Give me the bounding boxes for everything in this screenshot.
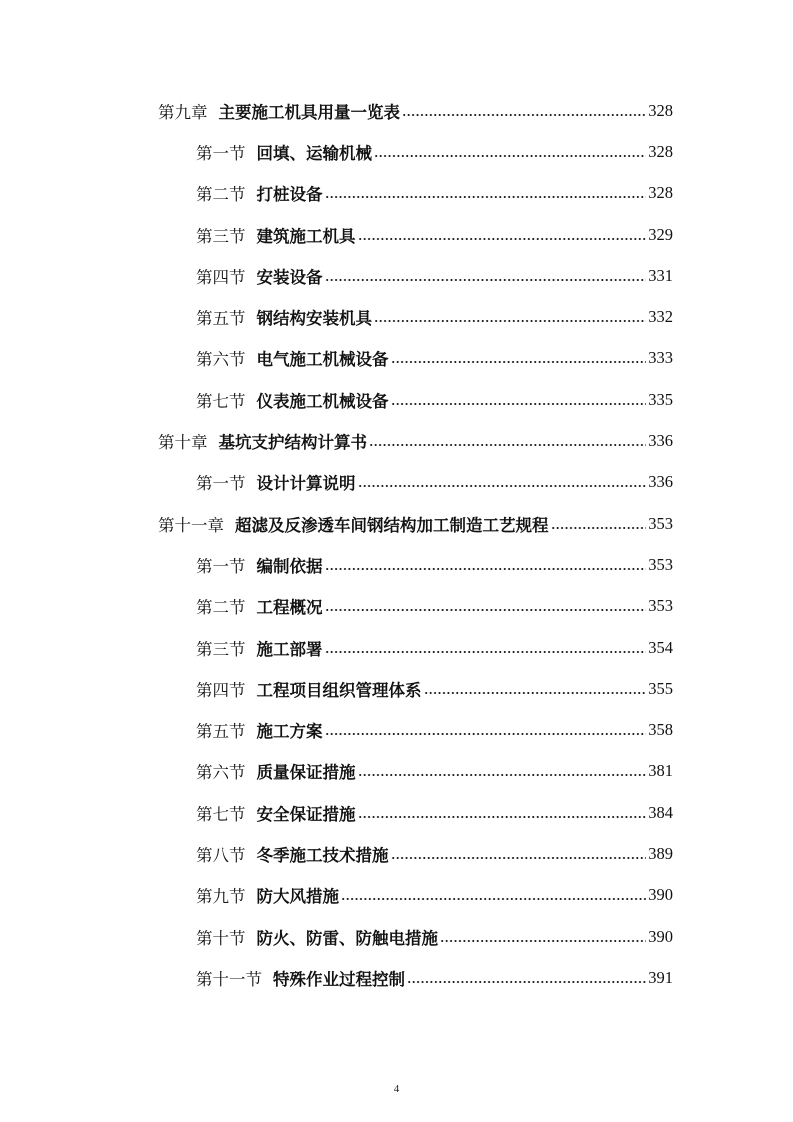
toc-section-entry[interactable] <box>0 379 793 420</box>
toc-section-entry[interactable] <box>0 255 793 296</box>
dot-leader <box>325 186 647 200</box>
toc-entry-number: 第五节 <box>196 722 246 742</box>
toc-entry-page: 354 <box>648 637 673 657</box>
toc-entry-page: 358 <box>648 720 673 740</box>
toc-entry-title: 基坑支护结构计算书 <box>218 433 367 453</box>
dot-leader <box>325 599 647 613</box>
dot-leader <box>374 145 646 159</box>
toc-section-entry[interactable] <box>0 751 793 792</box>
toc-entry-number: 第二节 <box>196 598 246 618</box>
toc-entry-page: 389 <box>648 843 673 863</box>
dot-leader <box>402 104 646 118</box>
toc-entry-title: 编制依据 <box>256 556 323 576</box>
toc-entry-title: 工程概况 <box>256 598 323 618</box>
toc-entry-number: 第七节 <box>196 804 246 824</box>
toc-entry-number: 第四节 <box>196 267 246 287</box>
toc-entry-page: 336 <box>648 431 673 451</box>
dot-leader <box>391 351 647 365</box>
toc-section-entry[interactable] <box>0 296 793 337</box>
toc-entry-number: 第三节 <box>196 226 246 246</box>
toc-section-entry[interactable] <box>0 957 793 998</box>
toc-entry-page: 353 <box>648 596 673 616</box>
toc-entry-number: 第六节 <box>196 763 246 783</box>
toc-chapter-entry[interactable] <box>0 503 793 544</box>
toc-entry-page: 384 <box>648 802 673 822</box>
toc-entry-title: 仪表施工机械设备 <box>256 391 389 411</box>
toc-section-entry[interactable] <box>0 131 793 172</box>
toc-entry-number: 第一节 <box>196 556 246 576</box>
dot-leader <box>407 971 646 985</box>
toc-section-entry[interactable] <box>0 709 793 750</box>
toc-entry-page: 381 <box>648 761 673 781</box>
dot-leader <box>374 310 646 324</box>
toc-entry-title: 质量保证措施 <box>256 763 356 783</box>
dot-leader <box>325 558 647 572</box>
toc-section-entry[interactable] <box>0 338 793 379</box>
dot-leader <box>358 475 647 489</box>
toc-entry-title: 超滤及反渗透车间钢结构加工制造工艺规程 <box>235 515 549 535</box>
toc-entry-page: 332 <box>648 307 673 327</box>
toc-entry-number: 第九节 <box>196 887 246 907</box>
toc-entry-title: 建筑施工机具 <box>256 226 356 246</box>
toc-entry-number: 第七节 <box>196 391 246 411</box>
dot-leader <box>358 806 647 820</box>
toc-entry-title: 施工方案 <box>256 722 323 742</box>
toc-entry-page: 333 <box>648 348 673 368</box>
toc-section-entry[interactable] <box>0 875 793 916</box>
toc-entry-title: 主要施工机具用量一览表 <box>218 102 400 122</box>
dot-leader <box>391 393 647 407</box>
toc-entry-number: 第六节 <box>196 350 246 370</box>
toc-entry-title: 回填、运输机械 <box>256 143 372 163</box>
toc-entry-number: 第五节 <box>196 309 246 329</box>
toc-section-entry[interactable] <box>0 627 793 668</box>
dot-leader <box>391 847 647 861</box>
toc-entry-number: 第一节 <box>196 143 246 163</box>
toc-entry-title: 钢结构安装机具 <box>256 309 372 329</box>
toc-entry-page: 390 <box>648 926 673 946</box>
dot-leader <box>358 764 647 778</box>
toc-entry-page: 328 <box>648 141 673 161</box>
toc-entry-page: 390 <box>648 885 673 905</box>
toc-entry-title: 特殊作业过程控制 <box>273 969 405 989</box>
toc-entry-page: 328 <box>648 100 673 120</box>
dot-leader <box>369 434 646 448</box>
toc-entry-title: 安全保证措施 <box>256 804 356 824</box>
toc-entry-title: 打桩设备 <box>256 185 323 205</box>
toc-entry-page: 328 <box>648 183 673 203</box>
page-number: 4 <box>393 1083 400 1095</box>
toc-entry-number: 第十章 <box>158 433 208 453</box>
toc-entry-page: 353 <box>648 513 673 533</box>
toc-section-entry[interactable] <box>0 916 793 957</box>
dot-leader <box>424 682 647 696</box>
toc-entry-title: 冬季施工技术措施 <box>256 845 389 865</box>
toc-entry-title: 防大风措施 <box>256 887 339 907</box>
toc-entry-number: 第十一节 <box>196 969 262 989</box>
dot-leader <box>551 517 647 531</box>
toc-section-entry[interactable] <box>0 668 793 709</box>
toc-section-entry[interactable] <box>0 544 793 585</box>
toc-section-entry[interactable] <box>0 792 793 833</box>
dot-leader <box>358 228 647 242</box>
dot-leader <box>325 269 647 283</box>
toc-entry-title: 防火、防雷、防触电措施 <box>256 928 438 948</box>
toc-entry-number: 第四节 <box>196 680 246 700</box>
toc-entry-number: 第二节 <box>196 185 246 205</box>
toc-entry-number: 第八节 <box>196 845 246 865</box>
toc-entry-page: 353 <box>648 554 673 574</box>
toc-entry-page: 331 <box>648 265 673 285</box>
toc-section-entry[interactable] <box>0 586 793 627</box>
toc-entry-title: 设计计算说明 <box>256 474 356 494</box>
toc-entry-title: 安装设备 <box>256 267 323 287</box>
toc-entry-page: 391 <box>648 967 673 987</box>
dot-leader <box>440 930 646 944</box>
toc-entry-page: 329 <box>648 224 673 244</box>
dot-leader <box>341 888 646 902</box>
toc-entry-page: 335 <box>648 389 673 409</box>
toc-section-entry[interactable] <box>0 462 793 503</box>
toc-entry-number: 第一节 <box>196 474 246 494</box>
toc-section-entry[interactable] <box>0 214 793 255</box>
toc-entry-number: 第十节 <box>196 928 246 948</box>
toc-entry-page: 336 <box>648 472 673 492</box>
toc-section-entry[interactable] <box>0 833 793 874</box>
toc-entry-title: 工程项目组织管理体系 <box>256 680 422 700</box>
table-of-contents <box>0 90 793 999</box>
toc-section-entry[interactable] <box>0 173 793 214</box>
dot-leader <box>325 723 647 737</box>
toc-chapter-entry[interactable] <box>0 420 793 461</box>
toc-entry-number: 第九章 <box>158 102 208 122</box>
toc-entry-page: 355 <box>648 678 673 698</box>
dot-leader <box>325 641 647 655</box>
toc-entry-title: 电气施工机械设备 <box>256 350 389 370</box>
toc-chapter-entry[interactable] <box>0 90 793 131</box>
toc-entry-title: 施工部署 <box>256 639 323 659</box>
toc-entry-number: 第十一章 <box>158 515 224 535</box>
toc-entry-number: 第三节 <box>196 639 246 659</box>
